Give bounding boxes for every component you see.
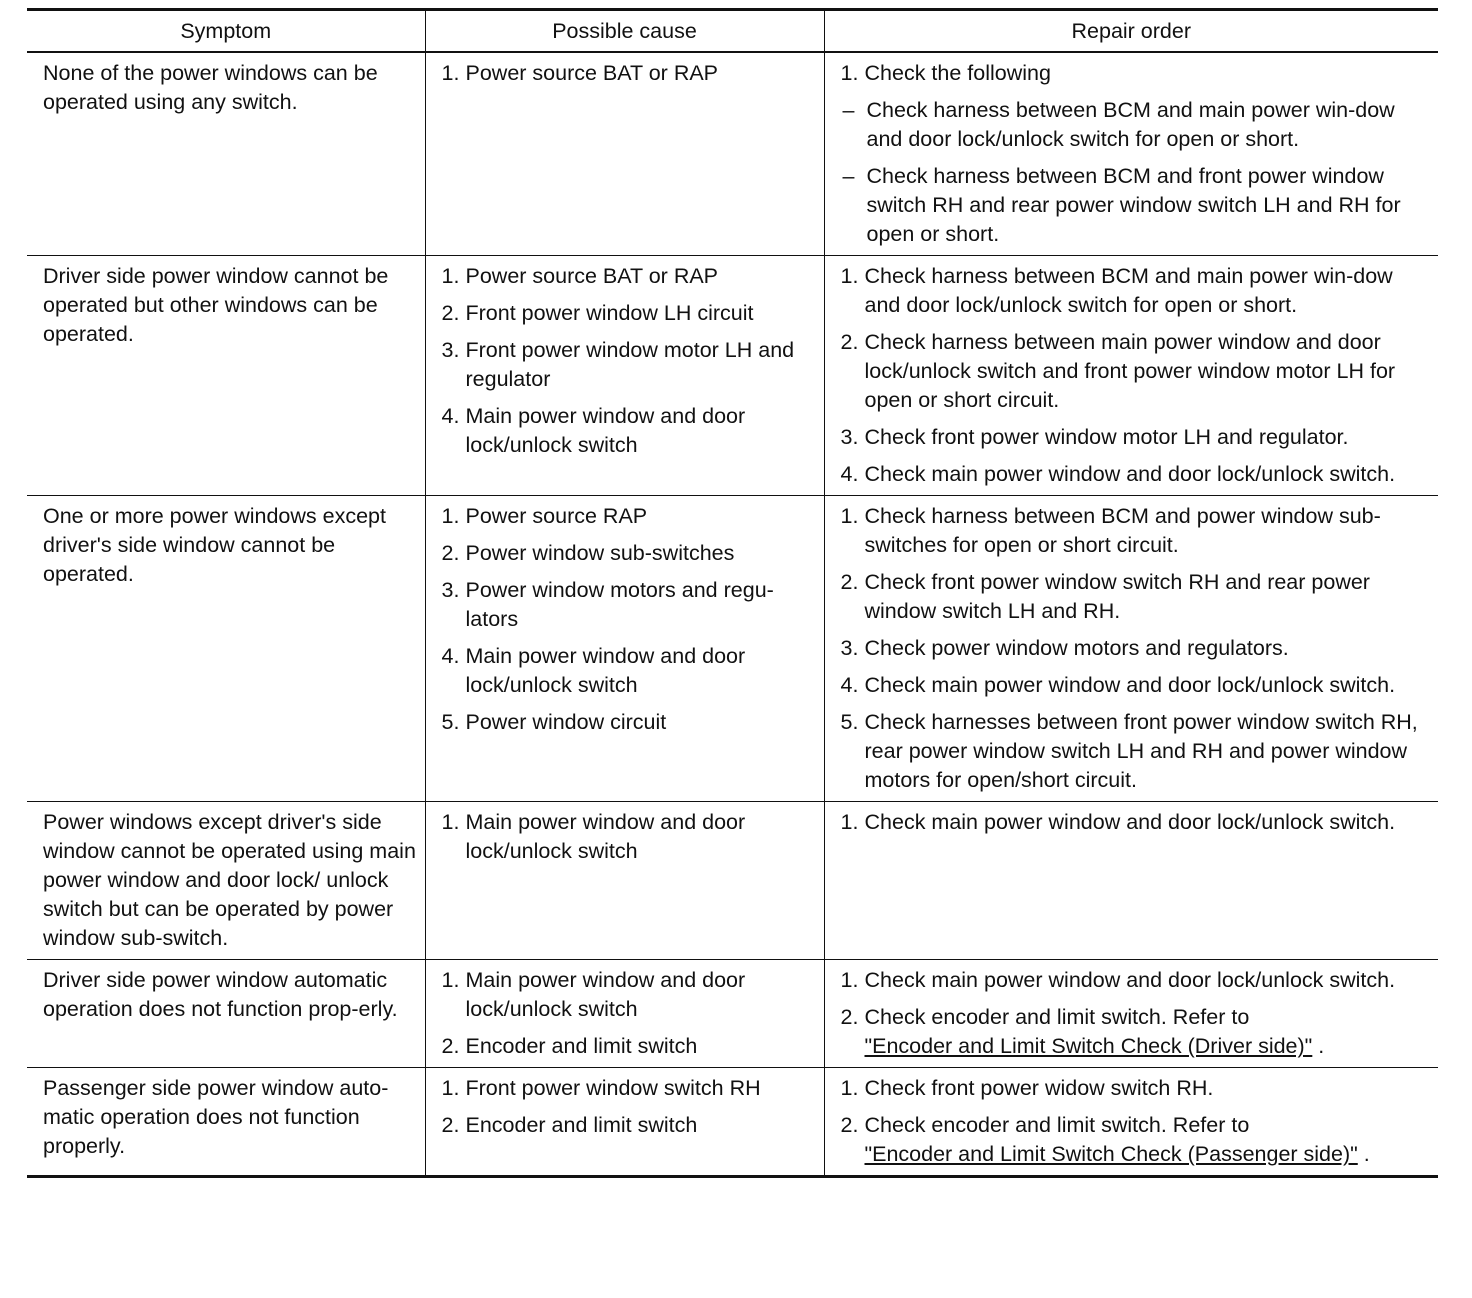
cause-item [442,299,816,328]
repair-marker: – [842,164,855,188]
repair-marker: 2. [840,1113,859,1137]
cause-text: Front power window switch RH [465,1076,761,1100]
repair-marker: 1. [840,1076,859,1100]
cause-number: 2. [441,1034,460,1058]
repair-text [865,808,1431,837]
cause-text: Front power window motor LH and regulator [465,338,795,391]
repair-cell [824,256,1438,496]
repair-text [865,634,1431,663]
cause-number: 3. [441,338,460,362]
header-row [27,10,1438,53]
repair-text-main: Check encoder and limit switch. Refer to [864,1113,1250,1137]
header-possible-cause: Possible cause [425,10,824,53]
repair-item [841,502,1431,560]
table-body [27,52,1438,1177]
cause-text: Encoder and limit switch [465,1034,698,1058]
repair-item [841,59,1431,88]
cause-cell [425,1068,824,1177]
cause-item [442,502,816,531]
table-row [27,52,1438,256]
repair-item [841,1111,1431,1169]
cause-text: Power window motors and regu-lators [465,578,774,631]
repair-item [841,671,1431,700]
table-row [27,960,1438,1068]
repair-marker: 4. [840,673,859,697]
cause-item [442,576,816,634]
cause-number: 4. [441,404,460,428]
cause-item [442,1032,816,1061]
repair-text [865,262,1431,320]
repair-text [865,460,1431,489]
cause-cell [425,960,824,1068]
repair-item [841,423,1431,452]
cause-number: 1. [441,504,460,528]
symptom-cell: None of the power windows can be operated using any switch. [27,52,425,256]
cause-cell [425,52,824,256]
repair-marker: 1. [840,810,859,834]
repair-text-main: Check front power window motor LH and regulator. [864,425,1349,449]
repair-cell [824,960,1438,1068]
repair-text [865,671,1431,700]
repair-item [841,966,1431,995]
cause-number: 4. [441,644,460,668]
repair-cell [824,496,1438,802]
repair-marker: 2. [840,570,859,594]
repair-item [841,262,1431,320]
repair-item [841,460,1431,489]
repair-marker: 2. [840,330,859,354]
repair-text-main: Check main power window and door lock/unlock switch. [864,673,1396,697]
cause-item [442,402,816,460]
cause-text: Main power window and door lock/unlock switch [465,810,746,863]
table-row [27,802,1438,960]
repair-text [865,1003,1431,1061]
symptom-cell: Passenger side power window auto-matic operation does not function properly. [27,1068,425,1177]
repair-text [867,96,1431,154]
table-row [27,256,1438,496]
cause-item [442,1111,816,1140]
cause-item [442,262,816,291]
reference-punctuation: . [1312,1034,1325,1058]
repair-text [867,162,1431,249]
repair-text-main: Check encoder and limit switch. Refer to [864,1005,1250,1029]
cause-text: Power window sub-switches [465,541,735,565]
cause-text: Power window circuit [465,710,667,734]
repair-text-main: Check front power widow switch RH. [864,1076,1214,1100]
repair-marker: 1. [840,264,859,288]
cause-item [442,336,816,394]
repair-cell [824,1068,1438,1177]
cause-number: 2. [441,541,460,565]
repair-text [865,708,1431,795]
repair-marker: – [842,98,855,122]
repair-text [865,502,1431,560]
repair-text-main: Check harness between BCM and main power win-dow and door lock/unlock switch for open or short. [864,264,1393,317]
repair-marker: 3. [840,425,859,449]
repair-marker: 1. [840,968,859,992]
cause-item [442,966,816,1024]
repair-text-main: Check main power window and door lock/unlock switch. [864,462,1396,486]
repair-item [841,808,1431,837]
repair-text-main: Check harnesses between front power window switch RH, rear power window switch LH and RH and power window motors for open/short circuit. [864,710,1418,792]
cause-text: Main power window and door lock/unlock switch [465,644,746,697]
symptom-cell: Driver side power window cannot be operated but other windows can be operated. [27,256,425,496]
cause-number: 2. [441,301,460,325]
repair-text-main: Check power window motors and regulators. [864,636,1289,660]
cause-text: Front power window LH circuit [465,301,754,325]
repair-text-main: Check front power window switch RH and rear power window switch LH and RH. [864,570,1370,623]
cause-item [442,1074,816,1103]
cause-text: Power source BAT or RAP [465,264,719,288]
repair-text-main: Check main power window and door lock/unlock switch. [864,810,1396,834]
repair-text-main: Check main power window and door lock/unlock switch. [864,968,1396,992]
repair-cell [824,802,1438,960]
repair-item [841,328,1431,415]
reference-link[interactable]: "Encoder and Limit Switch Check (Passenger side)" [864,1142,1358,1166]
repair-text [865,59,1431,88]
repair-item [841,162,1431,249]
cause-item [442,808,816,866]
repair-marker: 4. [840,462,859,486]
repair-item [841,568,1431,626]
reference-punctuation: . [1357,1142,1370,1166]
cause-cell [425,802,824,960]
cause-cell [425,496,824,802]
cause-text: Power source BAT or RAP [465,61,719,85]
header-symptom: Symptom [27,10,425,53]
repair-marker: 1. [840,61,859,85]
symptom-cell: One or more power windows except driver's side window cannot be operated. [27,496,425,802]
cause-number: 3. [441,578,460,602]
cause-item [442,642,816,700]
cause-text: Encoder and limit switch [465,1113,698,1137]
repair-cell [824,52,1438,256]
repair-text-main: Check harness between BCM and main power win-dow and door lock/unlock switch for open or short. [866,98,1395,151]
cause-number: 1. [441,810,460,834]
diagnosis-table [27,8,1438,1178]
cause-number: 1. [441,968,460,992]
repair-marker: 3. [840,636,859,660]
repair-marker: 1. [840,504,859,528]
repair-marker: 2. [840,1005,859,1029]
repair-text [865,1074,1431,1103]
table-row [27,496,1438,802]
repair-item [841,1003,1431,1061]
cause-text: Power source RAP [465,504,648,528]
cause-cell [425,256,824,496]
cause-text: Main power window and door lock/unlock switch [465,404,746,457]
repair-text-main: Check the following [864,61,1051,85]
repair-text-main: Check harness between BCM and power window sub-switches for open or short circuit. [864,504,1381,557]
repair-item [841,634,1431,663]
cause-text: Main power window and door lock/unlock switch [465,968,746,1021]
header-repair-order: Repair order [824,10,1438,53]
repair-marker: 5. [840,710,859,734]
repair-item [841,1074,1431,1103]
cause-number: 1. [441,264,460,288]
repair-text [865,568,1431,626]
symptom-cell: Power windows except driver's side window cannot be operated using main power window and door lock/ unlock switch but can be operated by power window sub-switch. [27,802,425,960]
repair-text [865,966,1431,995]
cause-number: 1. [441,1076,460,1100]
repair-text-main: Check harness between main power window and door lock/unlock switch and front power window motor LH for open or short circuit. [864,330,1396,412]
cause-item [442,539,816,568]
table-row [27,1068,1438,1177]
cause-item [442,708,816,737]
repair-text-main: Check harness between BCM and front power window switch RH and rear power window switch LH and RH for open or short. [866,164,1401,246]
repair-text [865,423,1431,452]
repair-text [865,328,1431,415]
repair-item [841,708,1431,795]
repair-text [865,1111,1431,1169]
cause-number: 1. [441,61,460,85]
cause-item [442,59,816,88]
symptom-cell: Driver side power window automatic operation does not function prop-erly. [27,960,425,1068]
cause-number: 2. [441,1113,460,1137]
repair-item [841,96,1431,154]
cause-number: 5. [441,710,460,734]
reference-link[interactable]: "Encoder and Limit Switch Check (Driver side)" [864,1034,1313,1058]
